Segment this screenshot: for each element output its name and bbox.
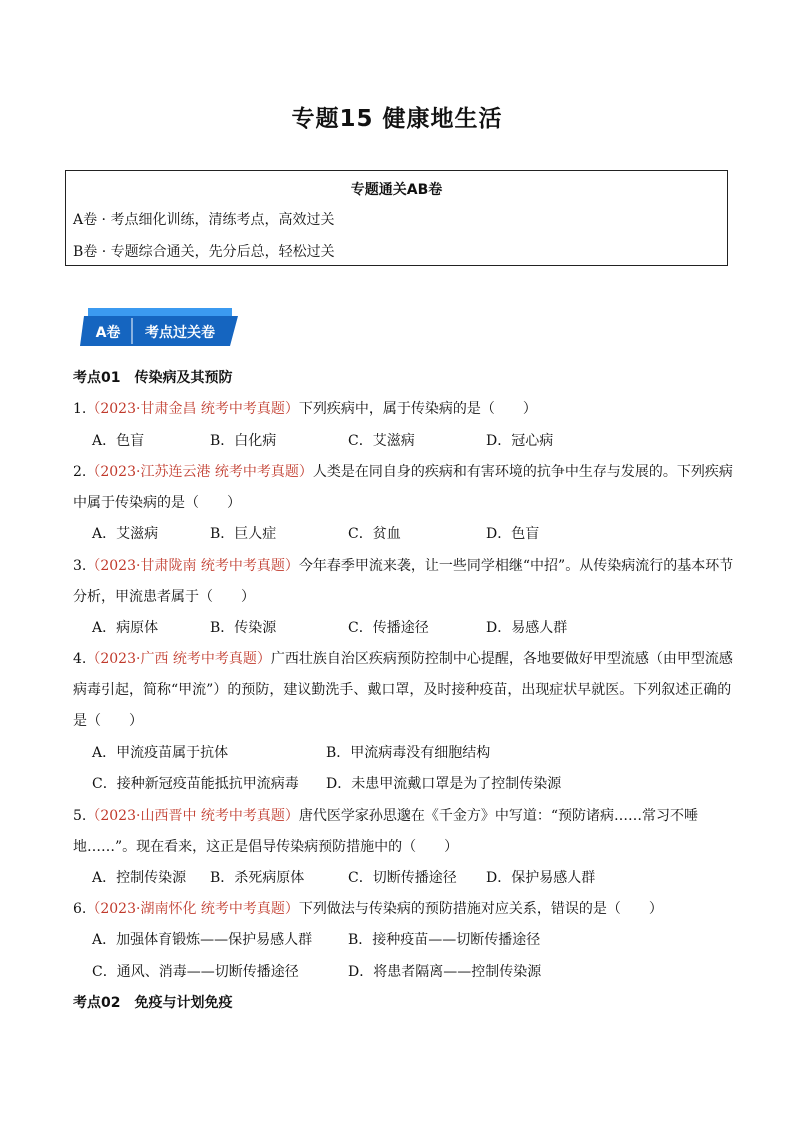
question-source: （2023·山西晋中 统考中考真题） [86,808,299,824]
question-3 [73,555,733,575]
question-source: （2023·江苏连云港 统考中考真题） [86,464,313,480]
question-number: 2. [73,464,87,480]
question-4-line-3: 是（ ） [73,713,143,729]
question-number: 1. [73,401,87,417]
banner-right-text: 考点过关卷 [145,325,215,341]
question-number: 3. [73,558,87,574]
banner-top-stripe [88,308,232,316]
option-c: C．贫血 [348,526,401,542]
option-d: D．冠心病 [486,433,554,449]
option-c: C．通风、消毒——切断传播途径 [92,964,299,980]
question-2 [73,461,733,481]
question-source: （2023·甘肃金昌 统考中考真题） [86,401,299,417]
question-text: 人类是在同自身的疾病和有害环境的抗争中生存与发展的。下列疾病 [312,464,733,480]
question-3-line-2: 分析，甲流患者属于（ ） [73,589,255,605]
option-b: B．传染源 [210,620,277,636]
question-source: （2023·甘肃陇南 统考中考真题） [86,558,299,574]
box-line-a: A卷 · 考点细化训练，清练考点，高效过关 [73,212,335,228]
option-a: A．色盲 [92,433,145,449]
question-1 [73,398,537,418]
question-2-line-2: 中属于传染病的是（ ） [73,495,241,511]
question-text: 唐代医学家孙思邈在《千金方》中写道：“预防诸病……常习不唾 [298,808,699,824]
option-b: B．甲流病毒没有细胞结构 [326,745,491,761]
question-6 [73,898,663,918]
option-a: A．甲流疫苗属于抗体 [92,745,229,761]
option-d: D．易感人群 [486,620,568,636]
question-source: （2023·广西 统考中考真题） [86,651,271,667]
option-a: A．控制传染源 [92,870,187,886]
option-b: B．杀死病原体 [210,870,305,886]
question-source: （2023·湖南怀化 统考中考真题） [86,901,299,917]
option-a: A．艾滋病 [92,526,159,542]
box-line-b: B卷 · 专题综合通关，先分后总，轻松过关 [73,244,335,260]
option-b: B．白化病 [210,433,277,449]
box-title: 专题通关AB卷 [350,182,443,198]
question-number: 5. [73,808,87,824]
option-c: C．传播途径 [348,620,429,636]
option-d: D．色盲 [486,526,540,542]
option-b: B．接种疫苗——切断传播途径 [348,932,541,948]
question-text: 下列做法与传染病的预防措施对应关系，错误的是（ ） [298,901,663,917]
option-a: A．加强体育锻炼——保护易感人群 [92,932,313,948]
question-text: 下列疾病中，属于传染病的是（ ） [298,401,537,417]
question-text: 今年春季甲流来袭，让一些同学相继“中招”。从传染病流行的基本环节 [298,558,734,574]
section-heading-02: 考点02 免疫与计划免疫 [73,995,233,1011]
question-4-line-2: 病毒引起，简称“甲流”）的预防，建议勤洗手、戴口罩，及时接种疫苗，出现症状早就医。下列叙述正确的 [73,682,732,698]
option-d: D．未患甲流戴口罩是为了控制传染源 [326,776,562,792]
option-b: B．巨人症 [210,526,277,542]
section-banner [80,306,240,348]
question-4 [73,648,733,668]
question-number: 4. [73,651,87,667]
option-c: C．接种新冠疫苗能抵抗甲流病毒 [92,776,299,792]
option-c: C．艾滋病 [348,433,415,449]
option-d: D．将患者隔离——控制传染源 [348,964,542,980]
question-number: 6. [73,901,87,917]
section-heading-01: 考点01 传染病及其预防 [73,370,233,386]
question-5 [73,805,698,825]
page-title: 专题15 健康地生活 [291,106,503,132]
ab-info-box [65,170,728,266]
question-text: 广西壮族自治区疾病预防控制中心提醒，各地要做好甲型流感（由甲型流感 [270,651,733,667]
option-c: C．切断传播途径 [348,870,457,886]
option-a: A．病原体 [92,620,159,636]
question-5-line-2: 地……”。现在看来，这正是倡导传染病预防措施中的（ ） [73,839,459,855]
banner-left-text: A卷 [95,325,121,341]
option-d: D．保护易感人群 [486,870,596,886]
